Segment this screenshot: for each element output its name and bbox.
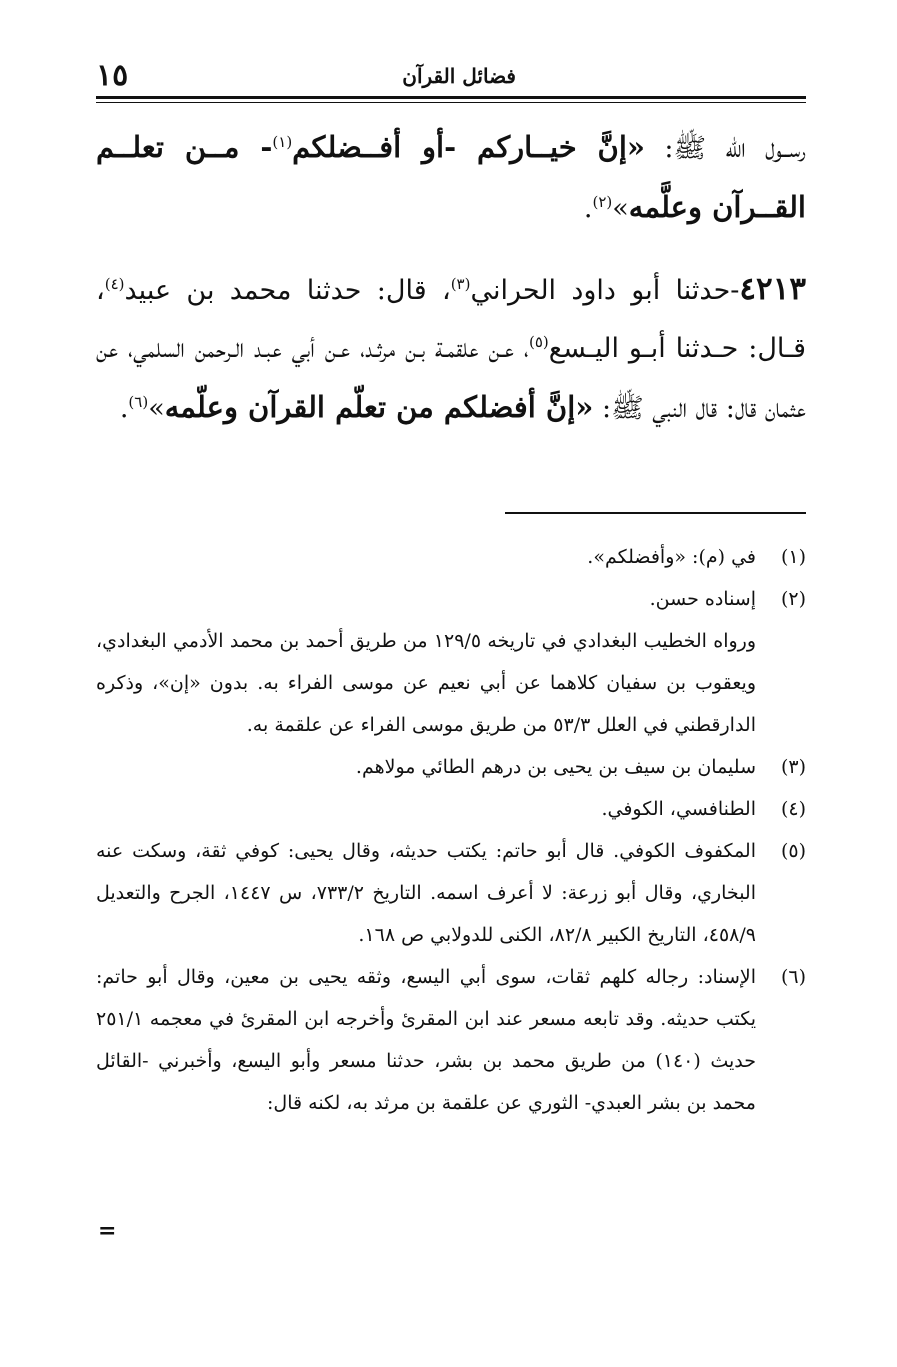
hadith-quote: - مــن تعلــم القــرآن وعلَّمه <box>96 130 806 224</box>
hadith-quote: «إنَّ أفضلكم من تعلّم القرآن وعلّمه <box>164 390 594 424</box>
text-run: رســول الله ﷺ: <box>645 133 806 164</box>
header-rule-thin <box>96 102 806 103</box>
footnote-mark: (١) <box>780 546 806 568</box>
text-run: . <box>583 193 593 224</box>
footnote-separator <box>505 512 806 514</box>
hadith-quote: «إنَّ خيــاركم -أو أفــضلكم <box>292 130 646 164</box>
footnote-mark: (٣) <box>780 756 806 778</box>
footnote-ref-4[interactable]: (٤) <box>104 275 125 293</box>
footnote-mark: (٦) <box>780 966 806 988</box>
hadith-paragraph-1 <box>96 118 806 238</box>
text-run: ، قال: حدثنا محمد بن عبيد <box>124 275 451 306</box>
text-run: -حدثنا أبو داود الحراني <box>470 275 740 306</box>
footnote-1 <box>96 536 806 578</box>
footnote-2-continuation: ورواه الخطيب البغدادي في تاريخه ١٢٩/٥ من طريق أحمد بن محمد الأدمي البغدادي، ويعقوب بن سفيان كلاهما عن أبي نعيم عن موسى الفراء به. بدون «إن»، وذكره الدارقطني في العلل ٥٣/٣ من طريق موسى الفراء عن علقمة به. <box>96 630 756 736</box>
page-number: ١٥ <box>96 58 129 93</box>
header-rule-thick <box>96 96 806 99</box>
footnotes <box>96 536 806 1124</box>
footnote-2 <box>96 578 806 620</box>
footnote-text: الطنافسي، الكوفي. <box>601 798 756 820</box>
footnote-text: في (م): «وأفضلكم». <box>587 546 756 568</box>
hadith-paragraph-2 <box>96 260 806 438</box>
text-run: ، قـال: حـدثنا أبـو اليـسع <box>96 275 806 364</box>
continued-mark: = <box>98 1218 117 1244</box>
footnote-ref-3[interactable]: (٣) <box>450 275 471 293</box>
footnote-text: سليمان بن سيف بن يحيى بن درهم الطائي مولاهم. <box>355 756 756 778</box>
footnote-text: إسناده حسن. <box>649 588 756 610</box>
footnote-6 <box>96 956 806 1124</box>
footnote-ref-2[interactable]: (٢) <box>592 193 613 211</box>
text-run: . <box>119 393 129 424</box>
footnote-text: المكفوف الكوفي. قال أبو حاتم: يكتب حديثه، وقال يحيى: كوفي ثقة، وسكت عنه البخاري، وقال أبو زرعة: لا أعرف اسمه. التاريخ ٧٣٣/٢، س ١٤٤٧، الجرح والتعديل ٤٥٨/٩، التاريخ الكبير ٨٢/٨، الكنى للدولابي ص ١٦٨. <box>96 840 756 946</box>
footnote-4 <box>96 788 806 830</box>
footnote-ref-1[interactable]: (١) <box>272 133 293 151</box>
text-run: ، عـن علقمـة بـن مرثـد، عـن أبي عبـد الـرحمن السلمي، عن عثمان قال: قال النبي ﷺ: <box>96 333 806 424</box>
footnote-mark: (٢) <box>780 588 806 610</box>
text-run: » <box>612 193 629 224</box>
footnote-ref-6[interactable]: (٦) <box>128 393 149 411</box>
footnote-mark: (٤) <box>780 798 806 820</box>
text-run: » <box>148 393 165 424</box>
page-header <box>96 58 806 98</box>
hadith-number: ٤٢١٣ <box>739 271 807 307</box>
running-title: فضائل القرآن <box>402 64 516 88</box>
footnote-ref-5[interactable]: (٥) <box>528 333 549 351</box>
main-text <box>96 118 806 438</box>
footnote-text: الإسناد: رجاله كلهم ثقات، سوى أبي اليسع، وثقه يحيى بن معين، وقال أبو حاتم: يكتب حديثه. وقد تابعه مسعر عند ابن المقرئ وأخرجه ابن المقرئ في معجمه ٢٥١/١ حديث (١٤٠) من طريق محمد بن بشر، حدثنا مسعر وأبو اليسع، وأخبرني -القائل محمد بن بشر العبدي- الثوري عن علقمة بن مرثد به، لكنه قال: <box>96 966 756 1114</box>
footnote-3 <box>96 746 806 788</box>
footnote-mark: (٥) <box>780 840 806 862</box>
footnote-5 <box>96 830 806 956</box>
